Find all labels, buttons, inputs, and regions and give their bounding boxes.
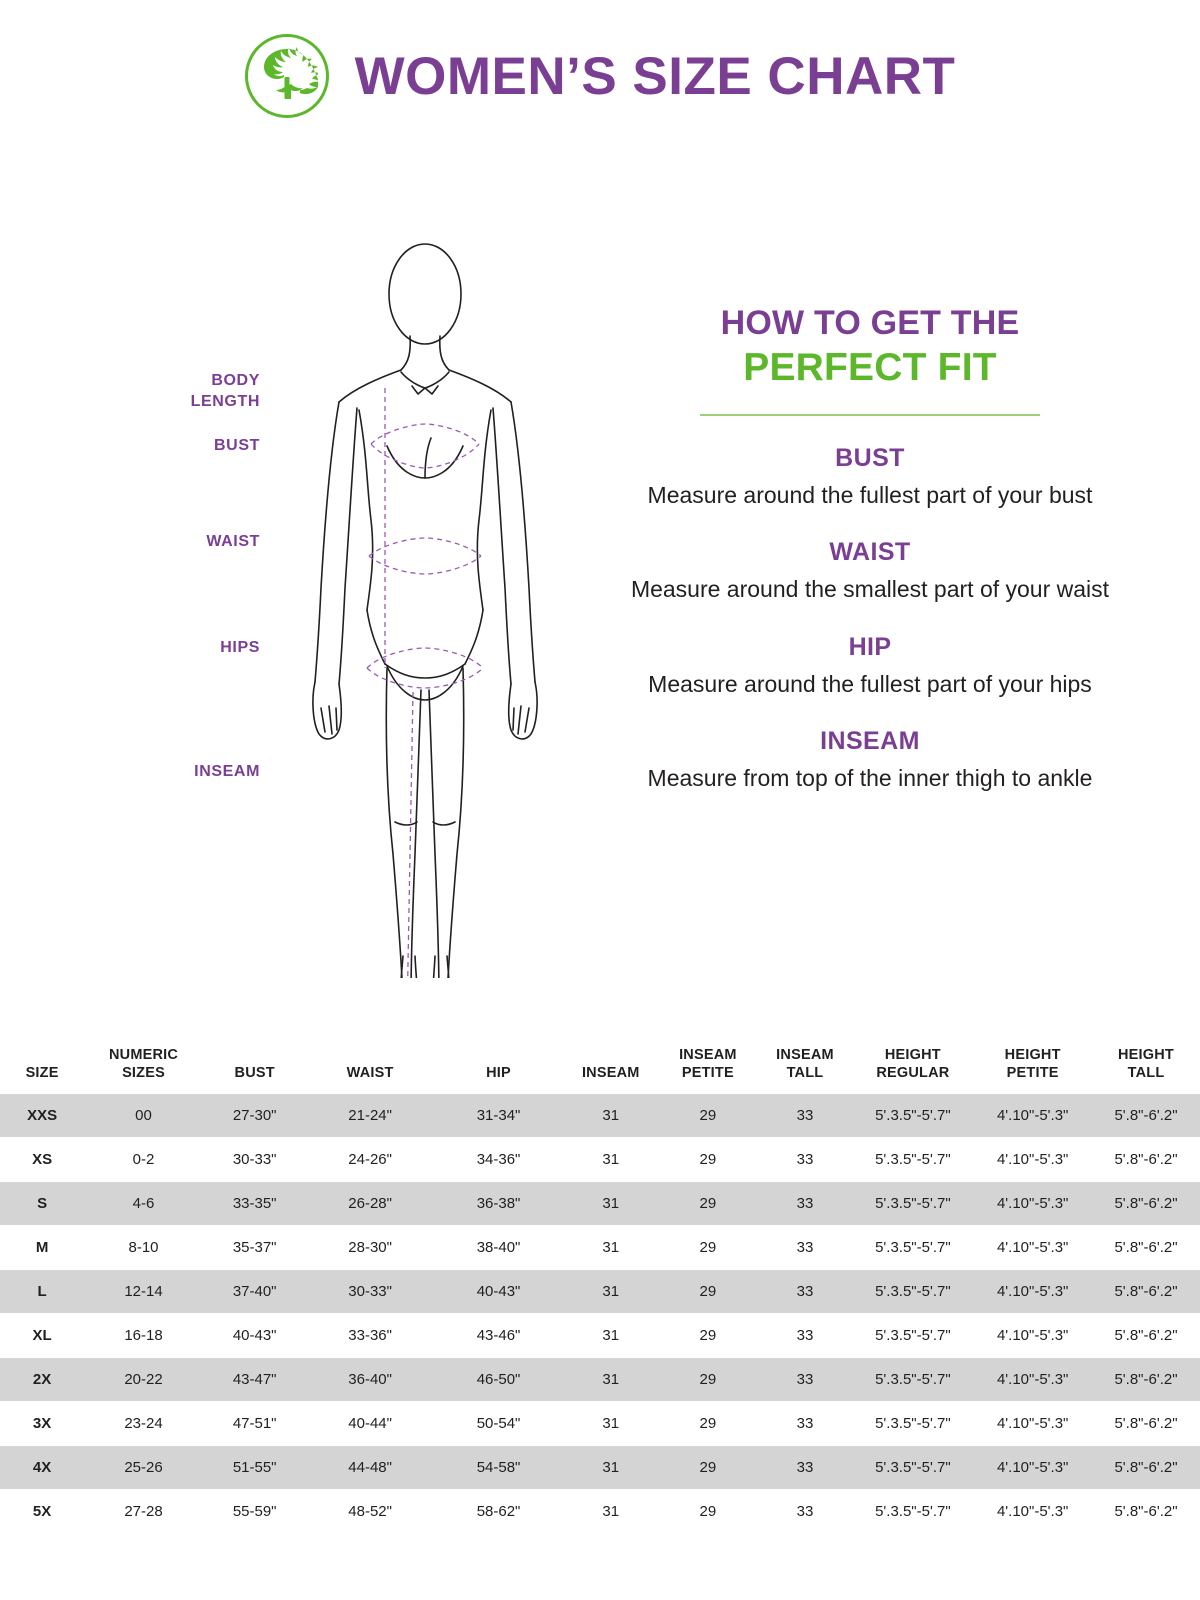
table-cell: 31 [563,1138,658,1182]
table-cell: 47-51" [203,1402,307,1446]
table-row [0,1226,1200,1270]
table-cell: 44-48" [306,1446,433,1490]
table-cell: 33 [758,1226,853,1270]
table-cell: 33 [758,1314,853,1358]
table-cell: 31-34" [434,1094,563,1138]
table-cell: 29 [658,1358,757,1402]
table-cell: 29 [658,1094,757,1138]
table-cell: 33 [758,1094,853,1138]
table-cell-size: S [0,1182,84,1226]
table-cell: 40-44" [306,1402,433,1446]
table-cell: 29 [658,1314,757,1358]
table-cell: 31 [563,1446,658,1490]
table-cell: 34-36" [434,1138,563,1182]
table-cell: 33 [758,1490,853,1534]
figure-label-bust: BUST [214,437,260,454]
table-cell: 38-40" [434,1226,563,1270]
table-cell: 4'.10"-5'.3" [973,1358,1092,1402]
size-table-wrapper [0,1040,1200,1534]
table-row [0,1094,1200,1138]
table-cell-size: L [0,1270,84,1314]
table-cell: 54-58" [434,1446,563,1490]
table-column-header: HEIGHT REGULAR [876,1047,950,1082]
measure-tip-inseam [600,727,1140,795]
table-cell: 46-50" [434,1358,563,1402]
table-cell: 16-18 [84,1314,203,1358]
table-column-header: WAIST [346,1065,394,1082]
table-cell: 33-35" [203,1182,307,1226]
table-cell: 4'.10"-5'.3" [973,1314,1092,1358]
table-cell: 29 [658,1402,757,1446]
table-cell: 5'.3.5"-5'.7" [852,1094,973,1138]
table-cell: 5'.3.5"-5'.7" [852,1138,973,1182]
table-row [0,1182,1200,1226]
table-cell-size: XXS [0,1094,84,1138]
table-cell: 5'.3.5"-5'.7" [852,1402,973,1446]
table-cell: 31 [563,1314,658,1358]
table-cell: 24-26" [306,1138,433,1182]
table-cell: 5'.8"-6'.2" [1092,1358,1200,1402]
table-cell: 43-47" [203,1358,307,1402]
table-cell: 29 [658,1182,757,1226]
table-cell: 33 [758,1138,853,1182]
table-cell: 30-33" [306,1270,433,1314]
table-cell-size: 3X [0,1402,84,1446]
table-column-header: BUST [234,1065,275,1082]
table-cell: 31 [563,1094,658,1138]
table-cell: 48-52" [306,1490,433,1534]
table-cell: 36-40" [306,1358,433,1402]
table-column-header: HEIGHT TALL [1118,1047,1174,1082]
table-cell: 25-26 [84,1446,203,1490]
table-row [0,1314,1200,1358]
measure-tip-waist [600,538,1140,606]
table-cell: 4'.10"-5'.3" [973,1182,1092,1226]
table-row [0,1358,1200,1402]
table-cell: 5'.3.5"-5'.7" [852,1446,973,1490]
measure-tip-title: INSEAM [820,727,920,756]
table-row [0,1446,1200,1490]
table-cell: 4'.10"-5'.3" [973,1226,1092,1270]
measure-tip-title: WAIST [829,538,911,567]
table-cell: 26-28" [306,1182,433,1226]
table-cell: 50-54" [434,1402,563,1446]
table-cell-size: XS [0,1138,84,1182]
table-cell: 35-37" [203,1226,307,1270]
table-row [0,1490,1200,1534]
table-cell: 33 [758,1446,853,1490]
table-cell-size: 5X [0,1490,84,1534]
table-cell: 5'.8"-6'.2" [1092,1402,1200,1446]
table-body [0,1094,1200,1534]
table-row [0,1138,1200,1182]
table-cell: 4'.10"-5'.3" [973,1490,1092,1534]
measure-tip-desc: Measure around the fullest part of your bust [647,482,1093,509]
table-cell: 5'.3.5"-5'.7" [852,1182,973,1226]
table-cell: 27-30" [203,1094,307,1138]
table-cell: 5'.8"-6'.2" [1092,1138,1200,1182]
perfect-fit-heading-line1: HOW TO GET THE [720,304,1020,342]
table-cell: 37-40" [203,1270,307,1314]
table-cell: 4-6 [84,1182,203,1226]
measure-tip-bust [600,444,1140,512]
table-cell: 29 [658,1270,757,1314]
measure-tip-hip [600,633,1140,701]
table-cell: 33 [758,1182,853,1226]
table-cell: 33 [758,1402,853,1446]
table-cell: 29 [658,1446,757,1490]
table-cell: 33 [758,1270,853,1314]
page-header [0,0,1200,118]
table-cell: 58-62" [434,1490,563,1534]
figure-label-hips: HIPS [220,639,260,656]
table-cell: 31 [563,1490,658,1534]
table-cell: 5'.3.5"-5'.7" [852,1270,973,1314]
table-cell: 36-38" [434,1182,563,1226]
table-cell: 0-2 [84,1138,203,1182]
table-cell: 8-10 [84,1226,203,1270]
table-cell: 4'.10"-5'.3" [973,1446,1092,1490]
table-cell: 30-33" [203,1138,307,1182]
table-cell: 4'.10"-5'.3" [973,1094,1092,1138]
figure-label-waist: WAIST [206,533,260,550]
perfect-fit-heading [600,303,1140,392]
table-cell: 33 [758,1358,853,1402]
table-cell: 12-14 [84,1270,203,1314]
table-cell: 5'.8"-6'.2" [1092,1182,1200,1226]
table-cell: 23-24 [84,1402,203,1446]
table-cell: 29 [658,1490,757,1534]
measure-tip-desc: Measure from top of the inner thigh to ankle [647,765,1093,792]
table-cell-size: 2X [0,1358,84,1402]
table-column-header: HIP [486,1065,511,1082]
table-column-header: INSEAM PETITE [679,1047,737,1082]
table-cell: 29 [658,1138,757,1182]
table-cell: 5'.8"-6'.2" [1092,1314,1200,1358]
female-body-figure [275,238,575,978]
table-cell: 51-55" [203,1446,307,1490]
table-cell: 5'.8"-6'.2" [1092,1270,1200,1314]
page-title: WOMEN’S SIZE CHART [354,46,956,106]
table-column-header: NUMERIC SIZES [108,1047,179,1082]
table-column-header: SIZE [25,1065,59,1082]
table-row [0,1270,1200,1314]
table-column-header: INSEAM TALL [776,1047,834,1082]
table-cell: 20-22 [84,1358,203,1402]
table-cell: 00 [84,1094,203,1138]
table-column-header: INSEAM [581,1065,640,1082]
measure-tip-title: HIP [848,632,892,661]
table-cell: 5'.8"-6'.2" [1092,1226,1200,1270]
table-cell: 5'.8"-6'.2" [1092,1446,1200,1490]
table-cell: 29 [658,1226,757,1270]
divider [700,414,1040,416]
table-cell: 5'.3.5"-5'.7" [852,1358,973,1402]
table-cell: 31 [563,1358,658,1402]
perfect-fit-heading-line2: PERFECT FIT [743,346,997,390]
table-header-row [0,1040,1200,1094]
figure-label-body-length: BODY LENGTH [190,372,260,410]
table-cell: 31 [563,1226,658,1270]
table-cell: 40-43" [203,1314,307,1358]
table-cell: 28-30" [306,1226,433,1270]
table-cell: 31 [563,1182,658,1226]
table-row [0,1402,1200,1446]
table-cell: 55-59" [203,1490,307,1534]
figure-label-inseam: INSEAM [194,763,260,780]
measure-tip-desc: Measure around the smallest part of your waist [630,576,1110,603]
table-cell: 5'.3.5"-5'.7" [852,1490,973,1534]
table-cell-size: M [0,1226,84,1270]
table-cell: 31 [563,1402,658,1446]
size-table [0,1040,1200,1534]
table-cell: 27-28 [84,1490,203,1534]
perfect-fit-panel [600,303,1140,821]
table-cell: 4'.10"-5'.3" [973,1402,1092,1446]
table-cell: 5'.8"-6'.2" [1092,1490,1200,1534]
table-cell: 33-36" [306,1314,433,1358]
table-column-header: HEIGHT PETITE [1004,1047,1061,1082]
top-section [0,118,1200,998]
measure-tip-title: BUST [835,444,905,473]
measure-tip-desc: Measure around the fullest part of your hips [648,670,1092,697]
table-cell-size: 4X [0,1446,84,1490]
table-cell: 4'.10"-5'.3" [973,1270,1092,1314]
table-cell: 21-24" [306,1094,433,1138]
table-cell-size: XL [0,1314,84,1358]
table-cell: 5'.3.5"-5'.7" [852,1314,973,1358]
table-cell: 4'.10"-5'.3" [973,1138,1092,1182]
table-cell: 5'.8"-6'.2" [1092,1094,1200,1138]
table-cell: 43-46" [434,1314,563,1358]
tree-icon [245,34,329,118]
table-cell: 31 [563,1270,658,1314]
table-cell: 5'.3.5"-5'.7" [852,1226,973,1270]
table-cell: 40-43" [434,1270,563,1314]
